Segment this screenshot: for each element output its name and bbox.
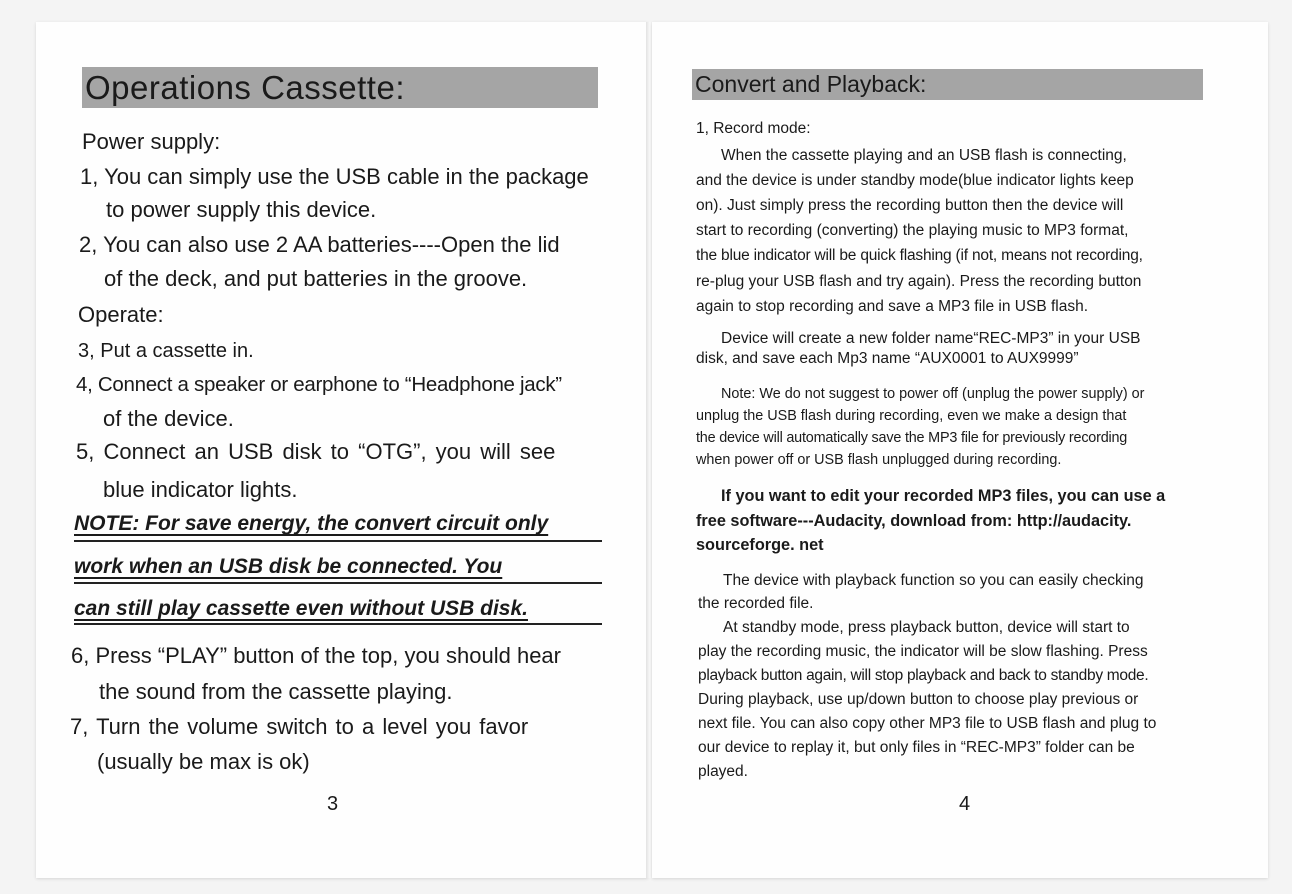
note-line-3: the device will automatically save the MP3 file for previously recording bbox=[696, 430, 1128, 446]
page-title: Operations Cassette: bbox=[82, 67, 598, 108]
item-4-line-1: 4, Connect a speaker or earphone to “Headphone jack” bbox=[76, 373, 562, 396]
playback-para-line-1: At standby mode, press playback button, device will start to bbox=[723, 619, 1130, 636]
page-number: 4 bbox=[959, 793, 971, 815]
note-line-1: Note: We do not suggest to power off (unplug the power supply) or bbox=[721, 386, 1145, 402]
note-line-2: work when an USB disk be connected. You bbox=[74, 555, 503, 578]
page-number: 3 bbox=[327, 793, 339, 815]
playback-para-line-4: During playback, use up/down button to choose play previous or bbox=[698, 691, 1139, 708]
record-mode-heading: 1, Record mode: bbox=[696, 120, 811, 137]
item-4-line-2: of the device. bbox=[103, 406, 234, 431]
playback-para-line-6: our device to replay it, but only files in “REC-MP3” folder can be bbox=[698, 739, 1135, 756]
power-supply-heading: Power supply: bbox=[82, 129, 221, 154]
playback-para-line-5: next file. You can also copy other MP3 file to USB flash and plug to bbox=[698, 715, 1157, 732]
folder-para-line-1: Device will create a new folder name“REC-MP3” in your USB bbox=[721, 330, 1141, 347]
playback-intro-line-1: The device with playback function so you can easily checking bbox=[723, 572, 1144, 589]
record-para-line-1: When the cassette playing and an USB flash is connecting, bbox=[721, 147, 1127, 164]
operate-heading: Operate: bbox=[78, 302, 164, 327]
record-para-line-2: and the device is under standby mode(blue indicator lights keep bbox=[696, 172, 1134, 189]
item-1-line-1: 1, You can simply use the USB cable in the package bbox=[80, 164, 589, 189]
record-para-line-5: the blue indicator will be quick flashing (if not, means not recording, bbox=[696, 247, 1143, 264]
item-2-line-2: of the deck, and put batteries in the groove. bbox=[104, 266, 528, 291]
item-5-line-2: blue indicator lights. bbox=[103, 477, 298, 502]
item-3: 3, Put a cassette in. bbox=[78, 340, 254, 362]
note-underline-3 bbox=[74, 623, 602, 625]
note-line-1: NOTE: For save energy, the convert circuit only bbox=[74, 512, 549, 535]
audacity-line-3: sourceforge. net bbox=[696, 536, 824, 554]
note-line-2: unplug the USB flash during recording, even we make a design that bbox=[696, 408, 1127, 424]
item-6-line-1: 6, Press “PLAY” button of the top, you should hear bbox=[71, 643, 561, 668]
record-para-line-7: again to stop recording and save a MP3 file in USB flash. bbox=[696, 298, 1089, 315]
note-underline-2 bbox=[74, 582, 602, 584]
note-underline-1 bbox=[74, 540, 602, 542]
note-line-4: when power off or USB flash unplugged during recording. bbox=[696, 452, 1062, 468]
audacity-line-2: free software---Audacity, download from: http://audacity. bbox=[696, 512, 1132, 530]
record-para-line-6: re-plug your USB flash and try again). Press the recording button bbox=[696, 273, 1142, 290]
item-5-line-1: 5, Connect an USB disk to “OTG”, you will see bbox=[76, 439, 556, 464]
playback-para-line-3: playback button again, will stop playback and back to standby mode. bbox=[698, 667, 1149, 684]
left-page bbox=[36, 22, 648, 878]
playback-para-line-2: play the recording music, the indicator will be slow flashing. Press bbox=[698, 643, 1148, 660]
record-para-line-4: start to recording (converting) the playing music to MP3 format, bbox=[696, 222, 1129, 239]
item-6-line-2: the sound from the cassette playing. bbox=[99, 679, 453, 704]
item-1-line-2: to power supply this device. bbox=[106, 197, 377, 222]
folder-para-line-2: disk, and save each Mp3 name “AUX0001 to AUX9999” bbox=[696, 350, 1079, 367]
note-line-3: can still play cassette even without USB disk. bbox=[74, 597, 528, 620]
item-2-line-1: 2, You can also use 2 AA batteries----Open the lid bbox=[79, 232, 560, 257]
right-page bbox=[652, 22, 1268, 878]
item-7-line-1: 7, Turn the volume switch to a level you favor bbox=[70, 714, 529, 739]
item-7-line-2: (usually be max is ok) bbox=[97, 749, 310, 774]
playback-para-line-7: played. bbox=[698, 763, 748, 780]
playback-intro-line-2: the recorded file. bbox=[698, 595, 814, 612]
audacity-line-1: If you want to edit your recorded MP3 files, you can use a bbox=[721, 487, 1166, 505]
page-title: Convert and Playback: bbox=[692, 69, 1203, 100]
record-para-line-3: on). Just simply press the recording button then the device will bbox=[696, 197, 1124, 214]
